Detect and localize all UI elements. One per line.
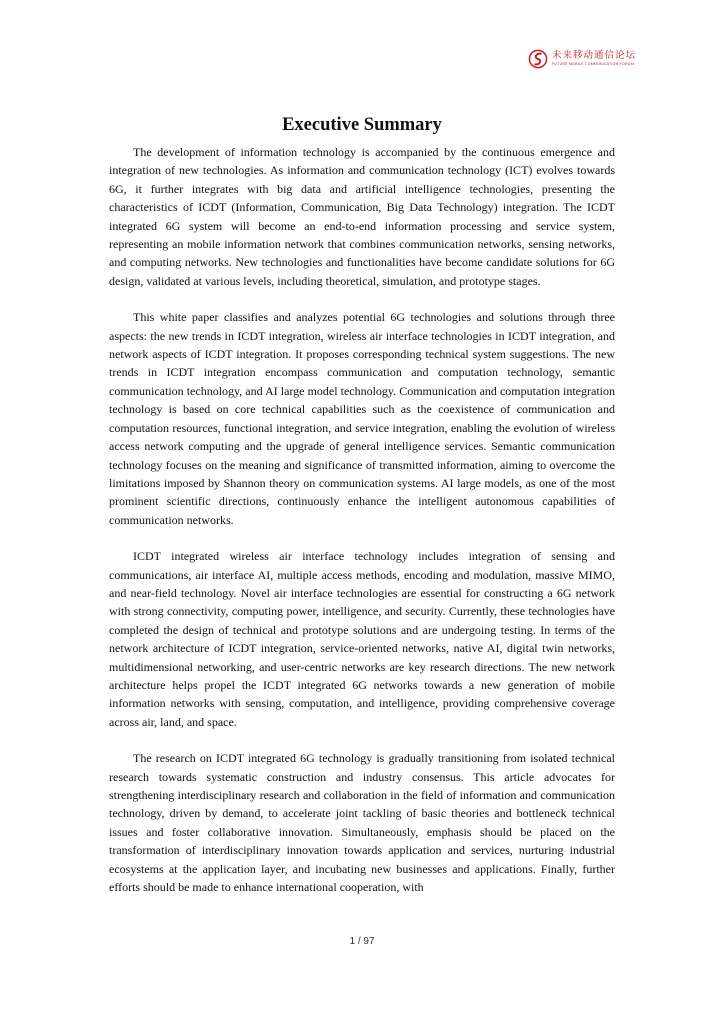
forum-logo bbox=[528, 49, 636, 69]
page-number: 1 / 97 bbox=[349, 936, 375, 947]
paragraph-3: ICDT integrated wireless air interface technology includes integration of sensing and communications, air interface AI, multiple access methods, encoding and modulation, massive MIMO, and near-field technology. Novel air interface technologies are essential for constructing a 6G network with strong connectivity, computing power, intelligence, and security. Currently, these technologies have completed the design of technical and prototype solutions and are undergoing testing. In terms of the network architecture of ICDT integration, service-oriented networks, native AI, digital twin networks, multidimensional networking, and user-centric networks are key research directions. The new network architecture helps propel the ICDT integrated 6G networks towards a new generation of mobile information networks with sensing, computation, and intelligence, providing comprehensive coverage across air, land, and space. bbox=[109, 549, 615, 729]
forum-logo-icon bbox=[528, 49, 548, 69]
document-body bbox=[109, 143, 615, 914]
page-title: Executive Summary bbox=[282, 115, 442, 135]
paragraph-1: The development of information technology is accompanied by the continuous emergence and integration of new technologies. As information and communication technology (ICT) evolves towards 6G, it further integrates with big data and artificial intelligence technologies, presenting the characteristics of ICDT (Information, Communication, Big Data Technology) integration. The ICDT integrated 6G system will become an end-to-end information processing and service system, representing an mobile information network that combines communication networks, sensing networks, and computing networks. New technologies and functionalities have become candidate solutions for 6G design, validated at various levels, including theoretical, simulation, and prototype stages. bbox=[109, 145, 615, 288]
logo-chinese-name: 未来移动通信论坛 bbox=[552, 50, 637, 62]
paragraph-2: This white paper classifies and analyzes potential 6G technologies and solutions through three aspects: the new trends in ICDT integration, wireless air interface technologies in ICDT integration, and network aspects of ICDT integration. It proposes corresponding technical system suggestions. The new trends in ICDT integration encompass communication and computation technology, semantic communication technology, and AI large model technology. Communication and computation integration technology is based on core technical capabilities such as the coexistence of communication and computation resources, functional integration, and service integration, enabling the evolution of wireless access network computing and the upgrade of general intelligence services. Semantic communication technology focuses on the meaning and significance of transmitted information, aiming to overcome the limitations imposed by Shannon theory on communication systems. AI large models, as one of the most prominent scientific directions, continuously enhance the intelligent autonomous capabilities of communication networks. bbox=[109, 310, 615, 527]
logo-english-name: FUTURE MOBILE COMMUNICATION FORUM bbox=[552, 61, 634, 66]
paragraph-4: The research on ICDT integrated 6G technology is gradually transitioning from isolated technical research towards systematic construction and industry consensus. This article advocates for strengthening interdisciplinary research and collaboration in the field of information and communication technology, driven by demand, to accelerate joint tackling of basic theories and bottleneck technical issues and foster collaborative innovation. Simultaneously, emphasis should be placed on the transformation of interdisciplinary innovation towards application and services, nurturing industrial ecosystems at the application layer, and incubating new businesses and applications. Finally, further efforts should be made to enhance international cooperation, with bbox=[109, 751, 615, 895]
logo-text bbox=[552, 51, 636, 66]
